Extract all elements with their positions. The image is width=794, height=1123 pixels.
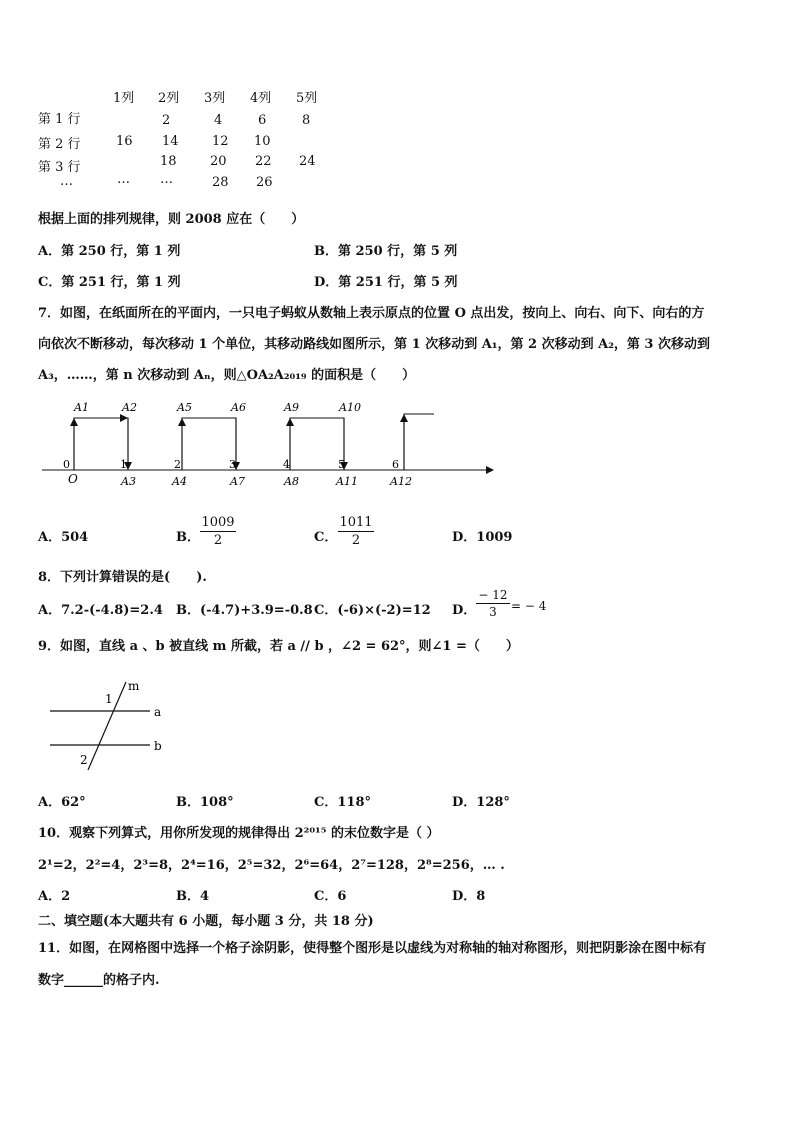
denominator: 2	[351, 533, 361, 548]
cell: 6	[258, 113, 267, 128]
numerator: − 12	[478, 588, 508, 602]
q7-line2: 向依次不断移动，每次移动 1 个单位，其移动路线如图所示，第 1 次移动到 A₁，第 2 次移动到 A₂，第 3 次移动到	[38, 337, 711, 352]
point-label: A11	[336, 475, 358, 488]
angle-label-1: 1	[105, 692, 113, 706]
point-label: A6	[231, 401, 246, 414]
cell: 18	[160, 154, 177, 169]
cell: …	[117, 172, 130, 187]
point-label: A4	[172, 475, 187, 488]
section-heading: 二、填空题(本大题共有 6 小题，每小题 3 分，共 18 分)	[38, 914, 374, 929]
col-header: 1列	[113, 91, 135, 106]
cell: 16	[116, 134, 133, 149]
numerator: 1009	[201, 515, 235, 530]
q8-option-a: A．7.2-(-4.8)=2.4	[38, 603, 163, 618]
q10-option-a: A．2	[38, 889, 71, 904]
denominator: 2	[213, 533, 223, 548]
cell: 24	[299, 154, 316, 169]
row-label: 第 2 行	[38, 137, 81, 152]
point-label: A7	[230, 475, 245, 488]
cell: 20	[210, 154, 227, 169]
point-label: A1	[74, 401, 89, 414]
axis-number: 2	[174, 458, 181, 471]
q9-option-d: D．128°	[452, 795, 510, 810]
cell: 8	[302, 113, 311, 128]
q8-option-b: B．(-4.7)+3.9=-0.8	[176, 603, 313, 618]
q10-stem: 10．观察下列算式，用你所发现的规律得出 2²⁰¹⁵ 的末位数字是（ ）	[38, 826, 440, 841]
path-segment	[404, 414, 434, 470]
point-label: A5	[177, 401, 192, 414]
cell: 2	[162, 113, 171, 128]
q7-option-d: D．1009	[452, 530, 513, 545]
q6-option-a: A．第 250 行，第 1 列	[38, 244, 181, 259]
axis-number: 0	[63, 458, 70, 471]
q9-option-c: C．118°	[314, 795, 371, 810]
q8-stem: 8．下列计算错误的是( ).	[38, 570, 207, 585]
q6-stem: 根据上面的排列规律，则 2008 应在（ ）	[38, 212, 305, 227]
parallel-lines-figure	[40, 676, 220, 772]
row-label: 第 1 行	[38, 112, 81, 127]
label-a: a	[154, 705, 162, 719]
row-label: …	[60, 174, 73, 189]
angle-label-2: 2	[80, 753, 88, 767]
q9-option-a: A．62°	[38, 795, 86, 810]
point-label: A3	[121, 475, 136, 488]
origin-label: O	[68, 472, 78, 486]
point-label: A2	[122, 401, 137, 414]
q7-line3: A₃，……，第 n 次移动到 Aₙ，则△OA₂A₂₀₁₉ 的面积是（ ）	[38, 368, 416, 383]
q8-option-d-rest: = − 4	[511, 599, 547, 613]
q9-stem: 9．如图，直线 a 、b 被直线 m 所截，若 a // b ，∠2 = 62°，则∠1 =（ ）	[38, 639, 519, 654]
row-label: 第 3 行	[38, 160, 81, 175]
q6-option-b: B．第 250 行，第 5 列	[314, 244, 458, 259]
cell: 10	[254, 134, 271, 149]
axis-number: 1	[120, 458, 127, 471]
cell: …	[160, 172, 173, 187]
cell: 28	[212, 175, 229, 190]
q6-option-c: C．第 251 行，第 1 列	[38, 275, 181, 290]
q8-option-d-fraction	[476, 588, 510, 619]
cell: 14	[162, 134, 179, 149]
q10-sequence: 2¹=2，2²=4，2³=8，2⁴=16，2⁵=32，2⁶=64，2⁷=128，2⁸=256，… .	[38, 858, 505, 873]
q7-option-b-prefix: B．	[176, 530, 200, 545]
q7-option-a: A．504	[38, 530, 89, 545]
q6-option-d: D．第 251 行，第 5 列	[314, 275, 458, 290]
label-b: b	[154, 739, 162, 753]
axis-number: 6	[392, 458, 399, 471]
cell: 26	[256, 175, 273, 190]
ant-path-figure	[38, 396, 498, 492]
denominator: 3	[489, 605, 497, 619]
point-label: A10	[339, 401, 361, 414]
q7-line1: 7．如图，在纸面所在的平面内，一只电子蚂蚁从数轴上表示原点的位置 O 点出发，按向上、向右、向下、向右的方	[38, 306, 705, 321]
cell: 4	[214, 113, 223, 128]
q9-option-b: B．108°	[176, 795, 234, 810]
q11-line2: 数字______的格子内.	[38, 973, 160, 988]
point-label: A9	[284, 401, 299, 414]
col-header: 3列	[204, 91, 226, 106]
q7-option-b-fraction	[200, 515, 236, 548]
numerator: 1011	[339, 515, 373, 530]
col-header: 4列	[250, 91, 272, 106]
point-label: A8	[284, 475, 299, 488]
q7-option-c-fraction	[338, 515, 374, 548]
axis-number: 4	[283, 458, 290, 471]
col-header: 2列	[158, 91, 180, 106]
axis-number: 3	[229, 458, 236, 471]
q10-option-b: B．4	[176, 889, 210, 904]
q10-option-c: C．6	[314, 889, 347, 904]
q8-option-c: C．(-6)×(-2)=12	[314, 603, 431, 618]
q10-option-d: D．8	[452, 889, 486, 904]
cell: 22	[255, 154, 272, 169]
point-label: A12	[390, 475, 412, 488]
axis-number: 5	[338, 458, 345, 471]
col-header: 5列	[296, 91, 318, 106]
label-m: m	[128, 679, 140, 693]
cell: 12	[212, 134, 229, 149]
q7-option-c-prefix: C．	[314, 530, 338, 545]
q11-line1: 11．如图，在网格图中选择一个格子涂阴影，使得整个图形是以虚线为对称轴的轴对称图形，则把阴影涂在图中标有	[38, 941, 707, 956]
q8-option-d-prefix: D．	[452, 603, 477, 618]
